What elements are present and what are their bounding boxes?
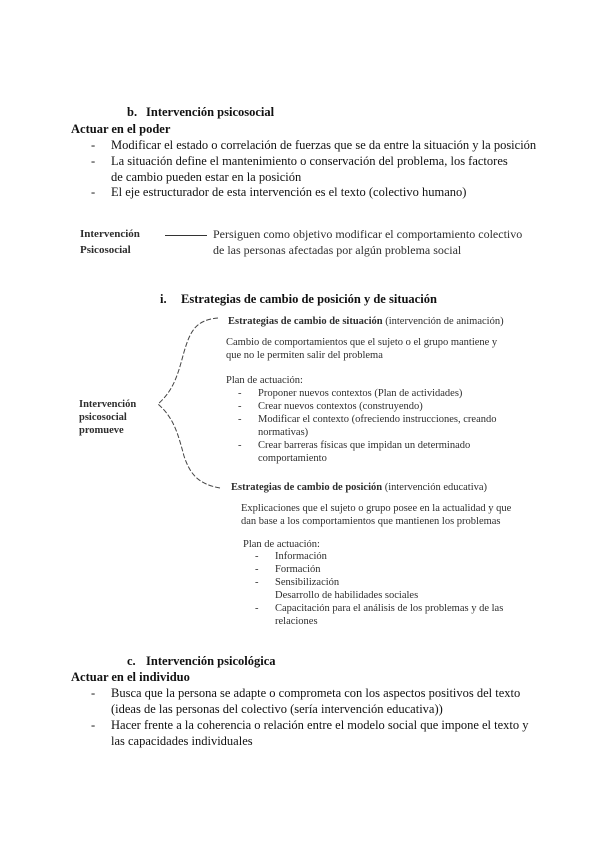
- box-text-line2: de las personas afectadas por algún problema social: [213, 243, 462, 257]
- branch2-plan-label: Plan de actuación:: [243, 539, 320, 550]
- bullet-dash: -: [255, 577, 259, 588]
- branch1-title-bold: Estrategias de cambio de situación: [228, 316, 383, 327]
- branch1-title: [228, 315, 504, 328]
- box-text-line1: Persiguen como objetivo modificar el comportamiento colectivo: [213, 227, 523, 241]
- branch2-extra-line: Desarrollo de habilidades sociales: [275, 590, 419, 601]
- diagram-left-label-1: Intervención: [79, 399, 137, 410]
- bullet-dash: -: [238, 401, 242, 412]
- bullet-dash: -: [255, 564, 259, 575]
- branch1-desc-1: Cambio de comportamientos que el sujeto o el grupo mantiene y: [226, 337, 498, 348]
- section-b-marker: b.: [127, 105, 138, 119]
- bullet-dash: -: [255, 551, 259, 562]
- bullet-dash: -: [91, 718, 96, 732]
- list-item-text: Crear barreras físicas que impidan un determinado comportamiento: [258, 440, 471, 464]
- bullet-dash: -: [255, 603, 259, 614]
- section-i-marker: i.: [160, 292, 167, 306]
- bullet-dash: -: [91, 185, 96, 199]
- bullet-dash: -: [91, 138, 96, 152]
- section-b-subheading: Actuar en el poder: [71, 122, 171, 136]
- branch2-title: [231, 481, 487, 494]
- list-item-text: Crear nuevos contextos (construyendo): [258, 401, 423, 412]
- box-label-line1: Intervención: [80, 228, 140, 240]
- diagram-left-label-2: psicosocial: [79, 412, 127, 423]
- diagram-left-label-3: promueve: [79, 425, 124, 436]
- branch1-plan-label: Plan de actuación:: [226, 375, 303, 386]
- list-item-text: Información: [275, 551, 327, 562]
- bullet-dash: -: [238, 414, 242, 425]
- bullet-dash: -: [238, 440, 242, 451]
- list-item-text: Modificar el estado o correlación de fuerzas que se da entre la situación y la posición: [111, 138, 537, 152]
- box-label-line2: Psicosocial: [80, 244, 131, 256]
- list-item-text: Modificar el contexto (ofreciendo instrucciones, creando normativas): [258, 414, 497, 438]
- list-item-text: El eje estructurador de esta intervención es el texto (colectivo humano): [111, 185, 467, 199]
- branch2-desc-1: Explicaciones que el sujeto o grupo posee en la actualidad y que: [241, 503, 512, 514]
- list-item-text: Proponer nuevos contextos (Plan de actividades): [258, 388, 463, 399]
- branch2-title-rest: (intervención educativa): [384, 482, 488, 493]
- list-item-text: Formación: [275, 564, 321, 575]
- section-i-heading: Estrategias de cambio de posición y de situación: [181, 292, 437, 306]
- bullet-dash: -: [91, 154, 96, 168]
- section-c-subheading: Actuar en el individuo: [71, 670, 190, 684]
- branch2-title-bold: Estrategias de cambio de posición: [231, 482, 383, 493]
- list-item-text: Busca que la persona se adapte o comprometa con los aspectos positivos del texto (ideas de las personas del colectivo (sería intervención educativa)): [111, 686, 521, 716]
- list-item-text: La situación define el mantenimiento o conservación del problema, los factores de cambio pueden estar en la posición: [111, 154, 508, 184]
- list-item-text: Hacer frente a la coherencia o relación entre el modelo social que impone el texto y las capacidades individuales: [111, 718, 529, 748]
- branch1-desc-2: que no le permiten salir del problema: [226, 350, 383, 361]
- connector-line: [165, 235, 207, 236]
- section-c-marker: c.: [127, 654, 136, 668]
- branch2-desc-2: dan base a los comportamientos que mantienen los problemas: [241, 516, 501, 527]
- section-b-heading: Intervención psicosocial: [146, 105, 275, 119]
- branch1-title-rest: (intervención de animación): [385, 316, 504, 327]
- brace-connector: [140, 312, 230, 492]
- list-item-text: Capacitación para el análisis de los problemas y de las relaciones: [275, 603, 504, 627]
- section-c-heading: Intervención psicológica: [146, 654, 276, 668]
- list-item-text: Sensibilización: [275, 577, 340, 588]
- bullet-dash: -: [91, 686, 96, 700]
- bullet-dash: -: [238, 388, 242, 399]
